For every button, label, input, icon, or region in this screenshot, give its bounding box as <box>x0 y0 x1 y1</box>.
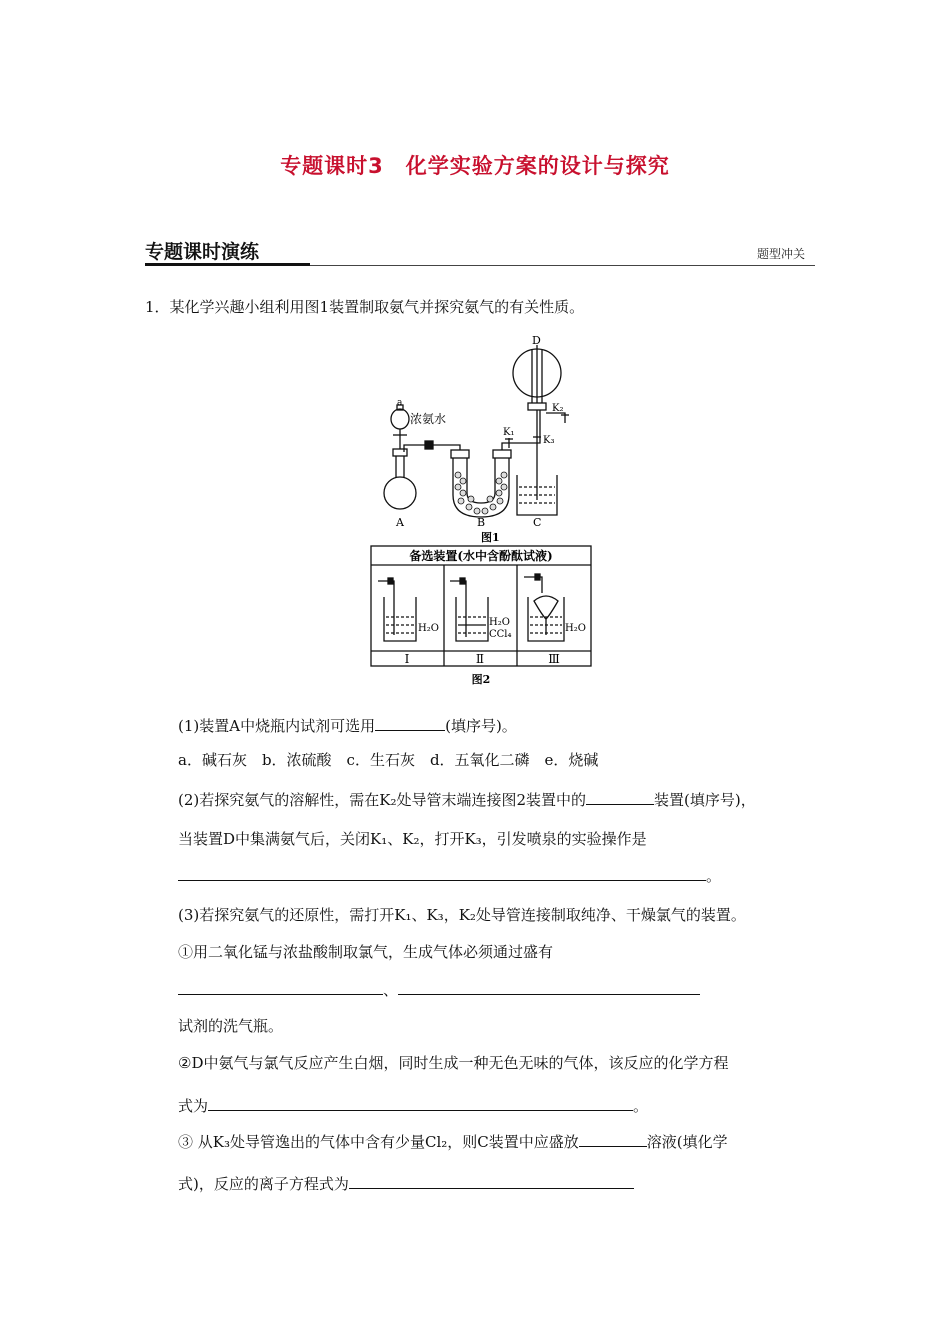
subquestion-2-line3-end: 。 <box>706 867 722 885</box>
answer-blank-7[interactable] <box>579 1130 647 1147</box>
option-2-label1: H₂O <box>489 617 510 628</box>
figure-1-apparatus <box>375 335 605 545</box>
blank-separator: 、 <box>383 981 399 999</box>
subquestion-3-3-end: 溶液(填化学 <box>646 1133 728 1151</box>
subquestion-3-3 <box>178 1130 728 1152</box>
answer-blank-5[interactable] <box>398 978 700 995</box>
option-2-label2: CCl₄ <box>489 629 512 640</box>
subquestion-3: (3)若探究氨气的还原性，需打开K₁、K₃，K₂处导管连接制取纯净、干燥氯气的装置。 <box>178 906 746 924</box>
label-C: C <box>533 516 542 529</box>
answer-blank-8[interactable] <box>349 1172 634 1189</box>
subquestion-3-2-line2-end: 。 <box>633 1097 649 1115</box>
subquestion-2-line2: 当装置D中集满氨气后，关闭K₁、K₂，打开K₃，引发喷泉的实验操作是 <box>178 830 647 848</box>
subquestion-3-3-line2 <box>178 1172 634 1194</box>
subquestion-1-end: (填序号)。 <box>445 717 517 735</box>
question-stem: 1．某化学兴趣小组利用图1装置制取氨气并探究氨气的有关性质。 <box>145 298 585 316</box>
label-D: D <box>532 335 541 347</box>
option-3-numeral: Ⅲ <box>548 652 560 666</box>
section-divider-thin <box>310 265 815 266</box>
figure-1-caption: 图1 <box>481 531 500 544</box>
label-B: B <box>477 516 486 529</box>
label-K1: K₁ <box>503 427 515 438</box>
section-tag: 题型冲关 <box>756 247 805 261</box>
subquestion-3-1-end: 试剂的洗气瓶。 <box>178 1017 284 1035</box>
option-1-label1: H₂O <box>418 623 439 634</box>
subquestion-3-1-blanks <box>178 978 700 1000</box>
subquestion-3-3-line2-text: 式)，反应的离子方程式为 <box>178 1175 349 1193</box>
subquestion-2-text: (2)若探究氨气的溶解性，需在K₂处导管末端连接图2装置中的 <box>178 791 587 809</box>
subquestion-2-line3 <box>178 864 721 886</box>
page-title: 专题课时3 化学实验方案的设计与探究 <box>280 154 670 178</box>
section-label: 专题课时演练 <box>145 241 260 263</box>
option-3-label1: H₂O <box>565 623 586 634</box>
option-2-numeral: Ⅱ <box>475 652 485 666</box>
label-a: a <box>397 398 403 408</box>
answer-blank-3[interactable] <box>178 864 706 881</box>
options-list: a．碱石灰 b．浓硫酸 c．生石灰 d．五氧化二磷 e．烧碱 <box>178 751 599 769</box>
label-conc-ammonia: 浓氨水 <box>410 412 447 426</box>
flask-a <box>384 477 416 509</box>
option-1-numeral: Ⅰ <box>404 652 410 666</box>
label-K2: K₂ <box>552 403 564 414</box>
answer-blank-2[interactable] <box>586 788 654 805</box>
figure-2-options <box>370 545 592 690</box>
subquestion-3-3-text: ③ 从K₃处导管逸出的气体中含有少量Cl₂，则C装置中应盛放 <box>178 1133 579 1151</box>
subquestion-1-text: (1)装置A中烧瓶内试剂可选用 <box>178 717 376 735</box>
section-header <box>145 235 815 267</box>
answer-blank-4[interactable] <box>178 978 383 995</box>
subquestion-2 <box>178 788 756 810</box>
figure-2-caption: 图2 <box>471 673 491 686</box>
label-A: A <box>396 516 404 529</box>
section-divider-thick <box>145 263 310 266</box>
subquestion-3-2: ②D中氨气与氯气反应产生白烟，同时生成一种无色无味的气体，该反应的化学方程 <box>178 1054 729 1072</box>
subquestion-3-2-line2 <box>178 1094 648 1116</box>
subquestion-3-2-line2-text: 式为 <box>178 1097 209 1115</box>
subquestion-2-end: 装置(填序号)， <box>654 791 756 809</box>
answer-blank-6[interactable] <box>208 1094 633 1111</box>
label-K3: K₃ <box>543 435 555 446</box>
subquestion-1 <box>178 714 517 736</box>
subquestion-3-1: ①用二氧化锰与浓盐酸制取氯气，生成气体必须通过盛有 <box>178 943 554 961</box>
answer-blank-1[interactable] <box>375 714 445 731</box>
figure-2-header: 备选装置(水中含酚酞试液) <box>409 549 553 563</box>
separatory-funnel <box>391 409 409 429</box>
